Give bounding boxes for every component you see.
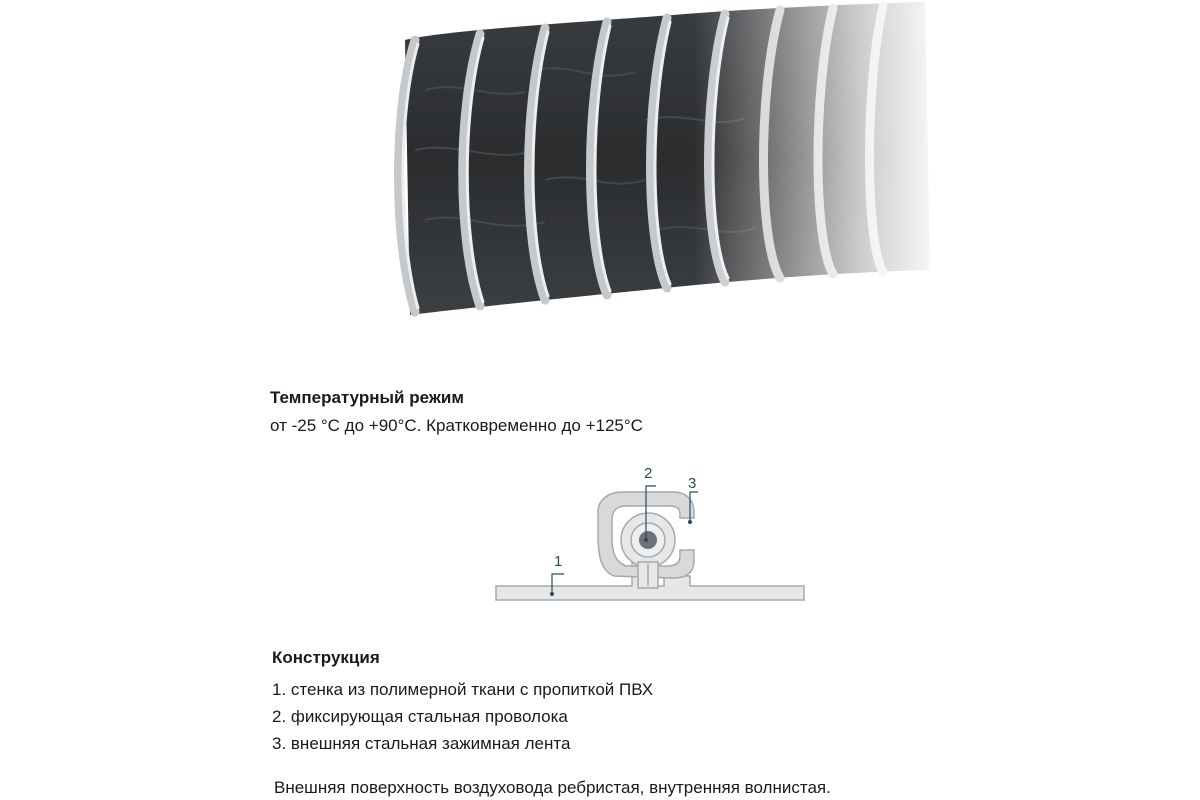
diagram-label-3: 3: [688, 475, 697, 492]
list-item: 1. стенка из полимерной ткани с пропиткой ПВХ: [272, 680, 654, 699]
construction-title: Конструкция: [272, 648, 380, 667]
list-item: 3. внешняя стальная зажимная лента: [272, 734, 571, 753]
diagram-label-1: 1: [554, 553, 563, 570]
construction-list: [272, 676, 653, 757]
cross-section-diagram: [490, 458, 810, 608]
diagram-label-2: 2: [644, 465, 653, 482]
duct-hose-photo: [385, 0, 945, 330]
temperature-title: Температурный режим: [270, 388, 464, 407]
surface-note: Внешняя поверхность воздуховода ребристая, внутренняя волнистая.: [274, 778, 831, 797]
temperature-range: от -25 °C до +90°C. Кратковременно до +125°C: [270, 416, 643, 435]
list-item: 2. фиксирующая стальная проволока: [272, 707, 568, 726]
